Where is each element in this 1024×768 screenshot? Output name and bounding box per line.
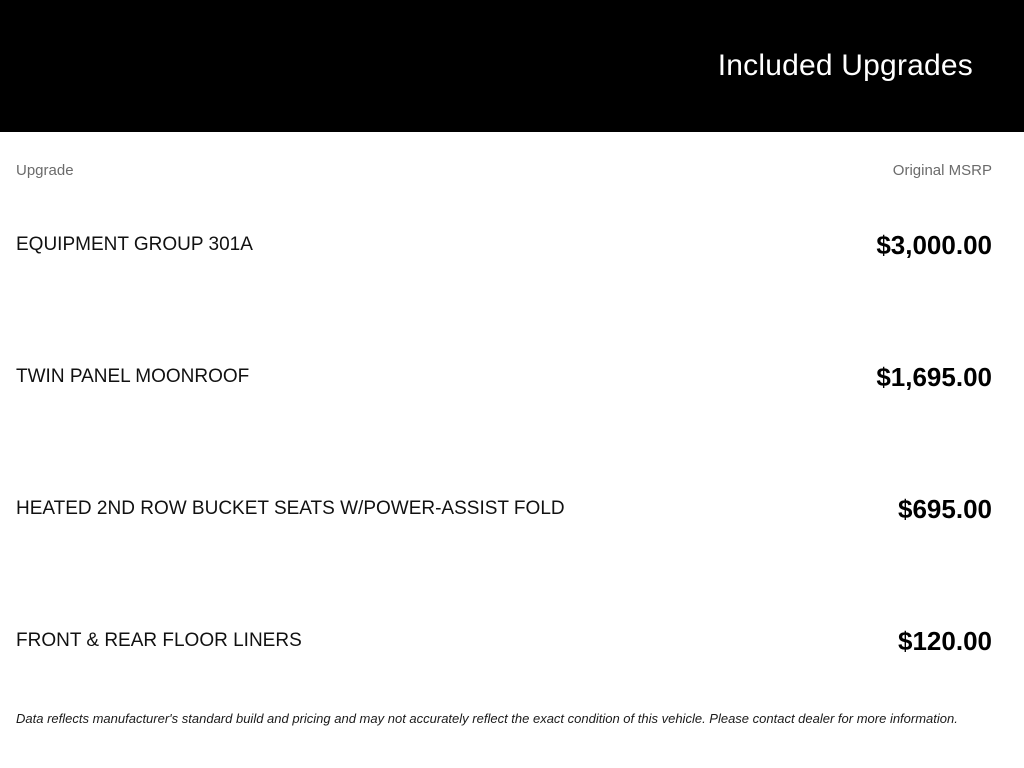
upgrade-name: TWIN PANEL MOONROOF: [16, 365, 250, 387]
column-header-upgrade: Upgrade: [16, 161, 74, 179]
page-title: Included Upgrades: [717, 49, 973, 82]
table-row: [16, 311, 992, 443]
upgrade-price: $120.00: [898, 625, 992, 656]
upgrades-table: [0, 161, 1024, 726]
table-rows: [16, 179, 992, 707]
column-header-original-msrp: Original MSRP: [892, 161, 992, 179]
page-header: [0, 0, 1024, 132]
upgrade-price: $1,695.00: [876, 361, 992, 392]
table-row: [16, 179, 992, 311]
upgrade-name: HEATED 2ND ROW BUCKET SEATS W/POWER-ASSIST FOLD: [16, 497, 565, 519]
upgrade-price: $3,000.00: [876, 229, 992, 260]
upgrade-name: EQUIPMENT GROUP 301A: [16, 233, 253, 255]
upgrade-name: FRONT & REAR FLOOR LINERS: [16, 629, 302, 651]
disclaimer-text: Data reflects manufacturer's standard build and pricing and may not accurately reflect the exact condition of this vehicle. Please contact dealer for more information.: [16, 711, 958, 726]
table-row: [16, 575, 992, 707]
table-row: [16, 443, 992, 575]
table-column-headers: [16, 161, 992, 179]
upgrade-price: $695.00: [898, 493, 992, 524]
